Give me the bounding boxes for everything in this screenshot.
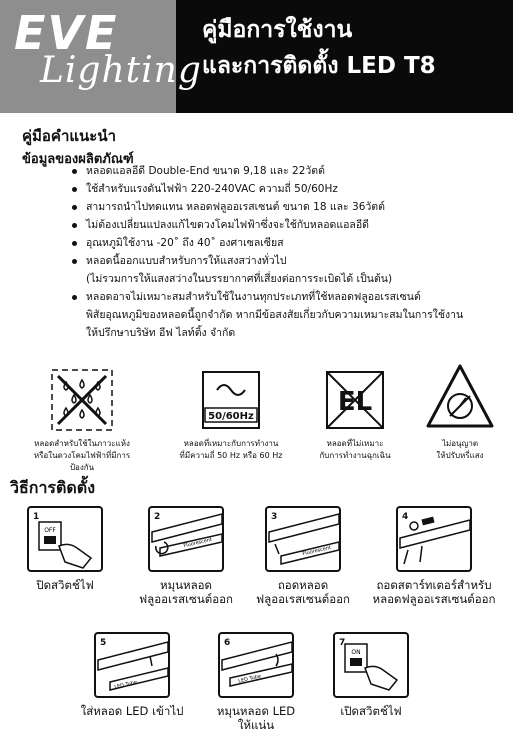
tube-rotate-icon: [150, 508, 222, 570]
install-step-4: [365, 506, 503, 606]
step-illustration: [27, 506, 103, 572]
icon-caption-line: หลอดที่เหมาะกับการทำงาน: [183, 439, 279, 448]
manual-heading: คู่มือคำแนะนำ: [22, 127, 117, 145]
emergency-label: EL: [337, 387, 373, 417]
step-number: 6: [224, 638, 231, 648]
bullet-item: ไม่ต้องเปลี่ยนแปลงแก้ไขดวงโคมไฟฟ้าซึ่งจะใช้กับหลอดแอลอีดี: [72, 216, 502, 234]
frequency-icon: [199, 368, 263, 432]
step-illustration: [218, 632, 294, 698]
step-number: 4: [402, 512, 409, 522]
bullet-item: หลอดอาจไม่เหมาะสมสำหรับใช้ในงานทุกประเภทที่ใช้หลอดฟลูออเรสเซนต์: [72, 288, 502, 306]
tube-label: Fluorescent: [182, 536, 213, 550]
step-caption: หมุนหลอด: [159, 578, 213, 592]
install-step-7: [326, 632, 416, 718]
bullet-item: อุณหภูมิใช้งาน -20˚ ถึง 40˚ องศาเซลเซียส: [72, 234, 502, 252]
icon-caption-line: ที่มีความถี่ 50 Hz หรือ 60 Hz: [179, 451, 283, 460]
title-box: [176, 0, 513, 113]
bullet-item-continued: ให้ปรึกษาบริษัท อีฟ ไลท์ติ้ง จำกัด: [86, 327, 236, 339]
icon-no-emergency: [305, 368, 405, 462]
install-step-5: [76, 632, 188, 718]
install-step-2: [136, 506, 236, 606]
install-heading: วิธีการติดตั้ง: [10, 478, 95, 497]
led-rotate-icon: [220, 634, 292, 696]
step-number: 5: [100, 638, 107, 648]
step-illustration: [94, 632, 170, 698]
step-caption: ถอดหลอด: [277, 578, 329, 592]
step-number: 7: [339, 638, 346, 648]
logo-sub-text: Lighting: [40, 50, 202, 91]
bullet-item-continued: (ไม่รวมการให้แสงสว่างในบรรยากาศที่เสี่ยงต่อการระเบิดได้ เป็นต้น): [86, 273, 393, 285]
header: [0, 0, 513, 113]
icon-caption-line: กับการทำงานฉุกเฉิน: [319, 451, 391, 460]
tube-label: Fluorescent: [301, 544, 332, 558]
step-caption: หมุนหลอด LED: [216, 704, 296, 718]
icon-caption-line: ให้ปรับหรี่แสง: [436, 451, 484, 460]
step-illustration: [333, 632, 409, 698]
light-switch-icon: [335, 634, 407, 696]
switch-on-label: ON: [351, 649, 361, 656]
logo-main-text: EVE: [14, 6, 119, 60]
install-step-6: [202, 632, 310, 732]
step-number: 3: [271, 512, 278, 522]
step-caption: ฟลูออเรสเซนต์ออก: [256, 592, 350, 606]
step-caption: เปิดสวิตช์ไฟ: [340, 704, 402, 718]
starter-remove-icon: [398, 508, 470, 570]
frequency-label: 50/60Hz: [208, 411, 254, 422]
step-caption: ปิดสวิตช์ไฟ: [36, 578, 94, 592]
bullet-item: หลอดนี้ออกแบบสำหรับการให้แสงสว่างทั่วไป: [72, 252, 502, 270]
bullet-item: หลอดแอลอีดี Double-End ขนาด 9,18 และ 22วัตต์: [72, 162, 502, 180]
install-step-1: [20, 506, 110, 592]
tube-label: LED Tube: [237, 673, 262, 685]
step-caption: ให้แน่น: [237, 718, 275, 732]
switch-off-label: OFF: [44, 527, 56, 534]
brand-logo: [0, 0, 202, 113]
tube-remove-icon: [267, 508, 339, 570]
step-caption: ใส่หลอด LED เข้าไป: [80, 704, 184, 718]
step-caption: ถอดสตาร์ทเตอร์สำหรับ: [376, 578, 492, 592]
product-heading: ข้อมูลของผลิตภัณฑ์: [22, 152, 134, 167]
no-moisture-icon: [50, 368, 114, 432]
icon-caption-line: หลอดสำหรับใช้ในภาวะแห้ง: [34, 439, 130, 448]
bullet-item: ใช้สำหรับแรงดันไฟฟ้า 220-240VAC ความถี่ 50/60Hz: [72, 180, 502, 198]
no-dimming-icon: [424, 362, 496, 432]
install-step-3: [252, 506, 354, 606]
icon-caption-line: หรือในดวงโคมไฟฟ้าที่มีการป้องกัน: [33, 451, 131, 472]
step-illustration: [396, 506, 472, 572]
bullet-item-continued: พิสัยอุณหภูมิของหลอดนี้ถูกจำกัด หากมีข้อสงสัยเกี่ยวกับความเหมาะสมในการใช้งาน: [86, 309, 464, 321]
title-line-1: คู่มือการใช้งาน: [202, 17, 353, 43]
icon-caption-line: หลอดที่ไม่เหมาะ: [326, 439, 384, 448]
step-caption: ฟลูออเรสเซนต์ออก: [139, 592, 233, 606]
icon-no-dimming: [415, 362, 505, 462]
step-caption: หลอดฟลูออเรสเซนต์ออก: [372, 592, 496, 606]
step-illustration: [265, 506, 341, 572]
bullet-item: สามารถนำไปทดแทน หลอดฟลูออเรสเซนต์ ขนาด 18 และ 36วัตต์: [72, 198, 502, 216]
product-bullet-list: [72, 162, 502, 342]
step-number: 1: [33, 512, 40, 522]
step-number: 2: [154, 512, 161, 522]
title-line-2: และการติดตั้ง LED T8: [202, 53, 436, 79]
tube-label: LED Tube: [113, 679, 138, 691]
led-insert-icon: [96, 634, 168, 696]
no-emergency-icon: [323, 368, 387, 432]
icon-caption-line: ไม่อนุญาต: [441, 439, 479, 448]
icon-no-moisture: [22, 368, 142, 474]
step-illustration: [148, 506, 224, 572]
light-switch-icon: [29, 508, 101, 570]
icon-frequency: [175, 368, 287, 462]
